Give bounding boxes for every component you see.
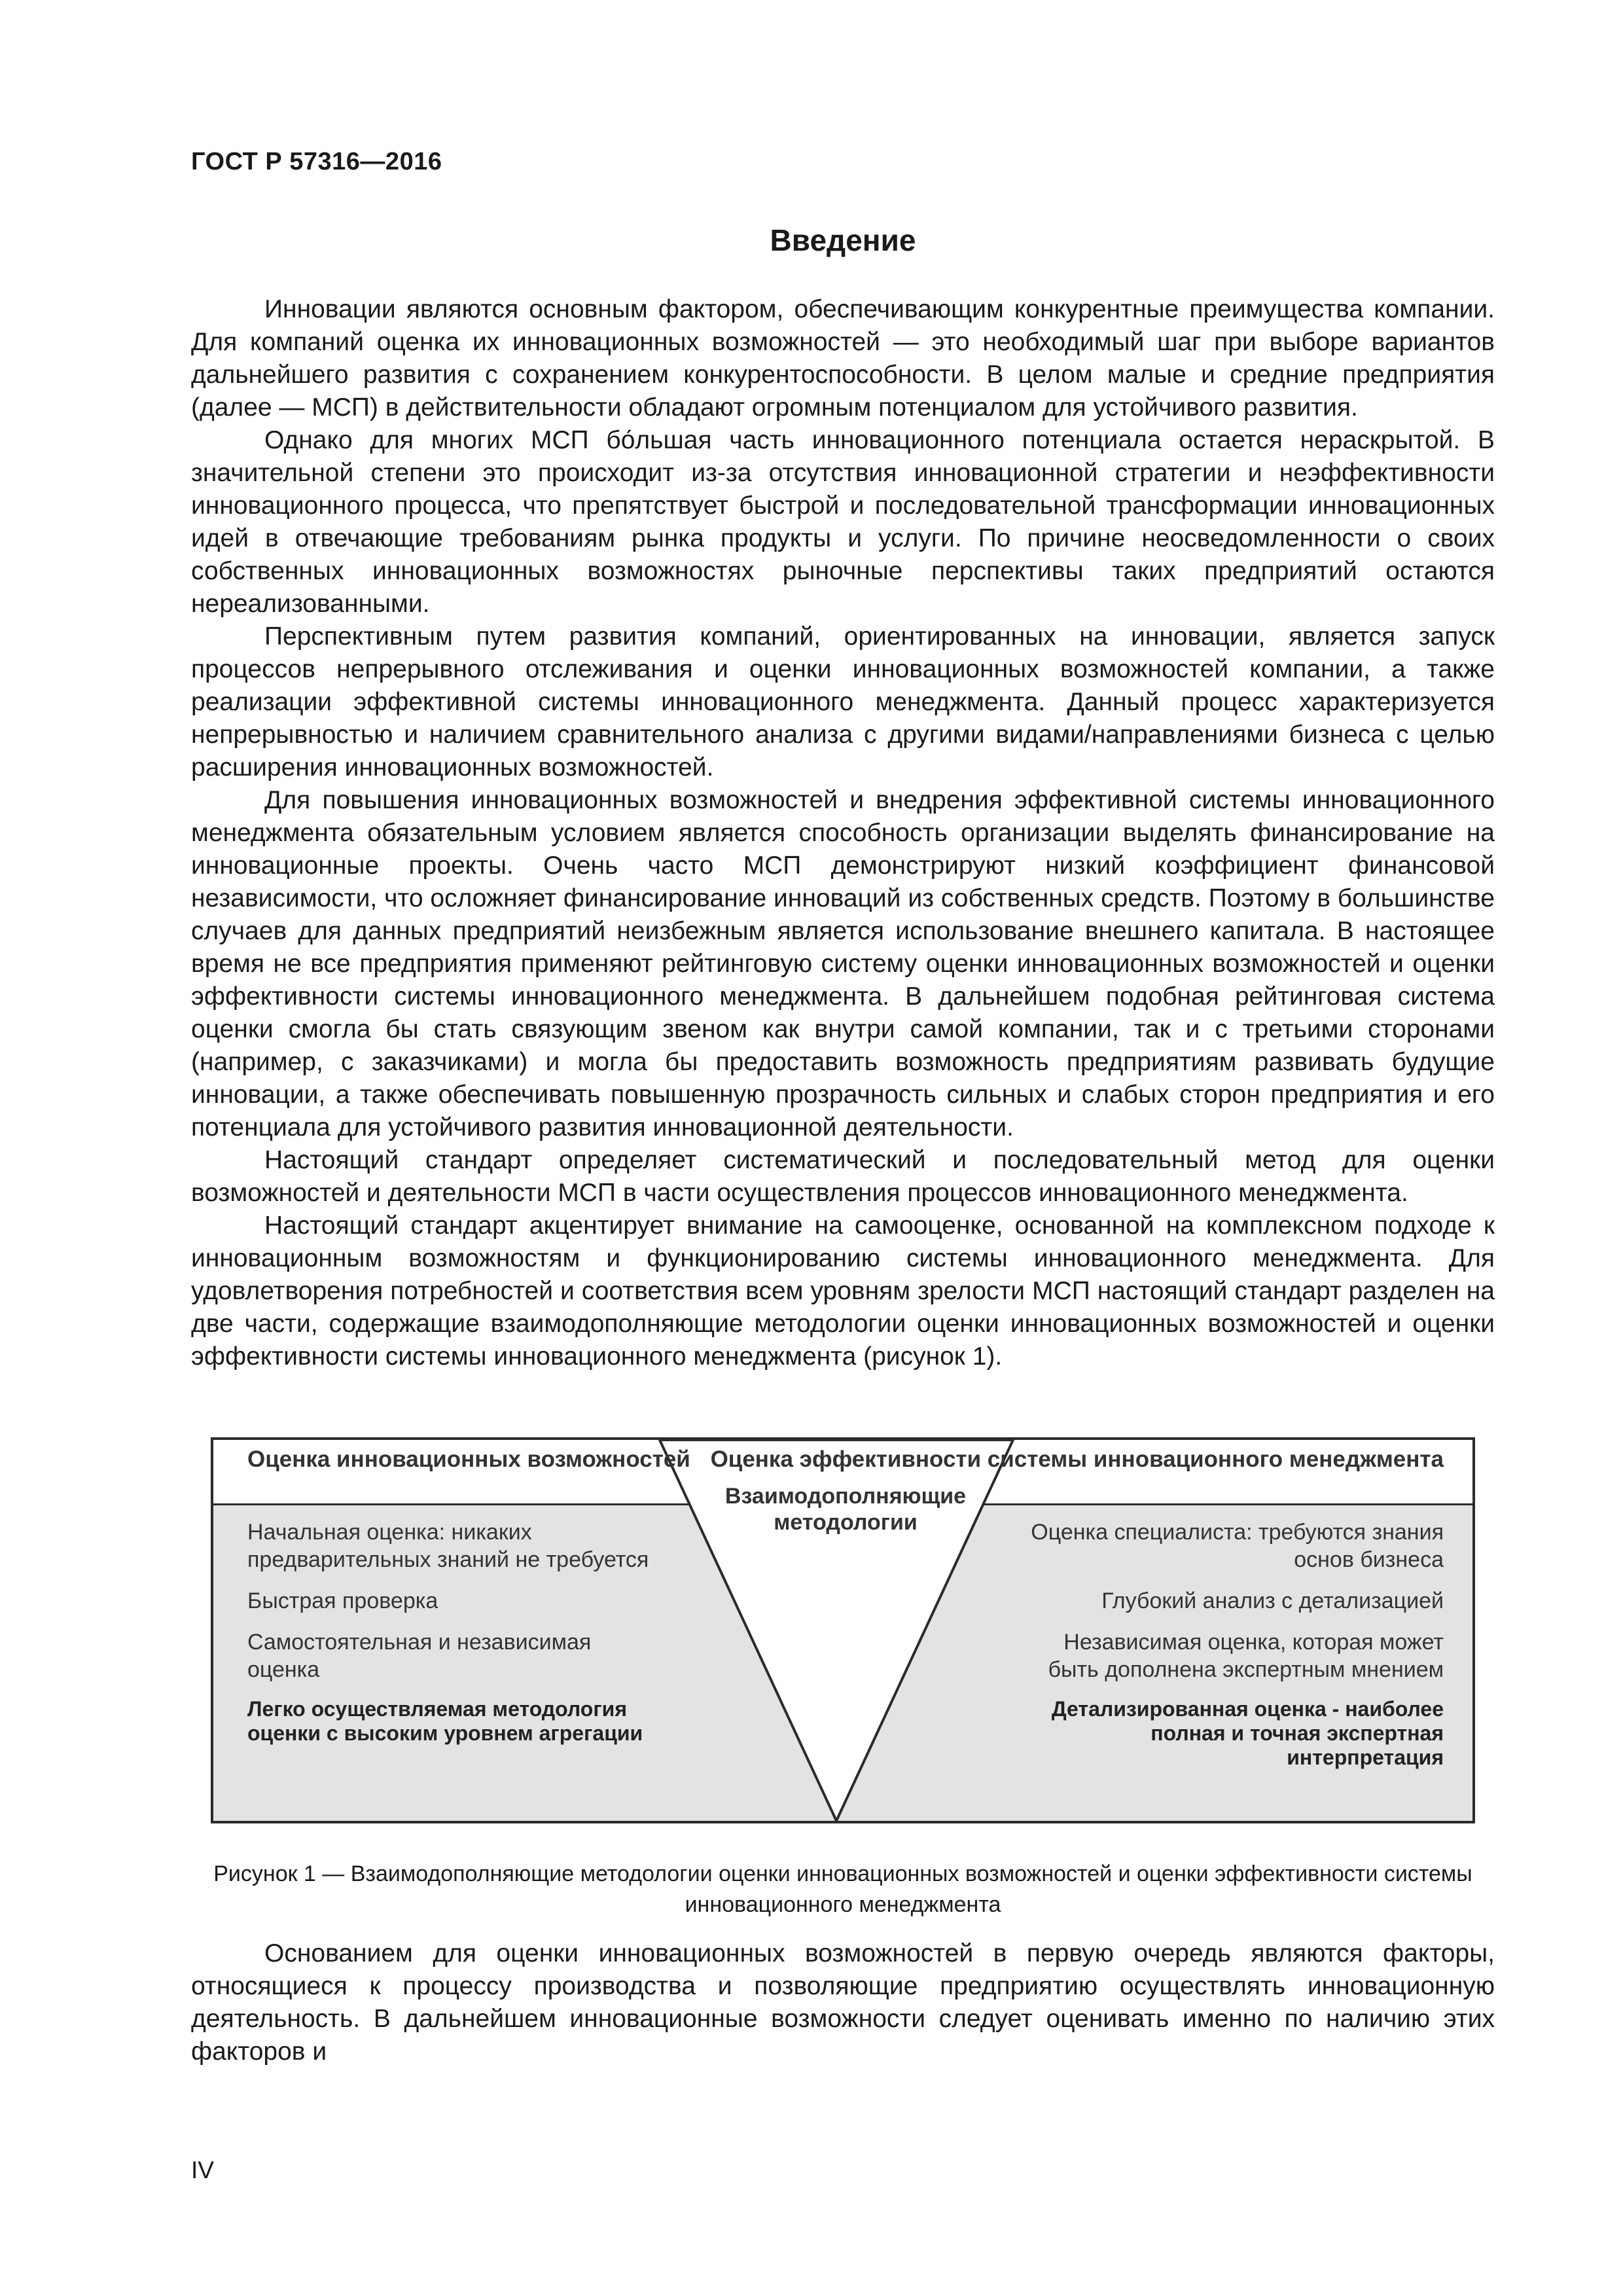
left-column [247,1518,666,1759]
right-item: Глубокий анализ с детализацией [1101,1588,1444,1613]
figure-diagram [211,1437,1475,1823]
left-item: Начальная оценка: никаких предварительных знаний не требуется [247,1520,649,1572]
left-column-title: Оценка инновационных возможностей [247,1446,690,1472]
paragraph: Основанием для оценки инновационных возможностей в первую очередь являются факторы, относящиеся к процессу производства и позволяющие предприятию осуществлять инновационную деятельность. В дальнейшем инновационные возможности следует оценивать именно по наличию этих факторов и [191,1939,1495,2066]
paragraph: Инновации являются основным фактором, обеспечивающим конкурентные преимущества компании. Для компаний оценка их инновационных возможностей — это необходимый шаг при выборе вариантов дальнейшего развития с сохранением конкурентоспособности. В целом малые и средние предприятия (далее — МСП) в действительности обладают огромным потенциалом для устойчивого развития. [191,295,1495,422]
paragraph: Однако для многих МСП бо́льшая часть инновационного потенциала остается нераскрытой. В значительной степени это происходит из-за отсутствия инновационной стратегии и неэффективности инновационного процесса, что препятствует быстрой и последовательной трансформации инновационных идей в отвечающие требованиям рынка продукты и услуги. По причине неосведомленности о своих собственных инновационных возможностях рыночные перспективы таких предприятий остаются нереализованными. [191,426,1495,618]
section-title: Введение [770,223,916,257]
right-column-title: Оценка эффективности системы инновационного менеджмента [710,1446,1444,1472]
left-item: Легко осуществляемая методология оценки с высоким уровнем агрегации [247,1697,643,1745]
right-item: Детализированная оценка - наиболее полная и точная экспертная интерпретация [1051,1697,1444,1769]
page-number: IV [191,2157,214,2183]
paragraph: Перспективным путем развития компаний, ориентированных на инновации, является запуск процессов непрерывного отслеживания и оценки инновационных возможностей компании, а также реализации эффективной системы инновационного менеджмента. Данный процесс характеризуется непрерывностью и наличием сравнительного анализа с другими видами/направлениями бизнеса с целью расширения инновационных возможностей. [191,622,1495,781]
right-column [1025,1518,1444,1784]
intro-text [191,293,1495,1373]
document-code: ГОСТ Р 57316—2016 [191,148,442,175]
figure-caption: Рисунок 1 — Взаимодополняющие методологии оценки инновационных возможностей и оценки эффективности системы инновационного менеджмента [213,1861,1472,1917]
paragraph: Настоящий стандарт акцентирует внимание на самооценке, основанной на комплексном подходе к инновационным возможностям и функционированию системы инновационного менеджмента. Для удовлетворения потребностей и соответствия всем уровням зрелости МСП настоящий стандарт разделен на две части, содержащие взаимодополняющие методологии оценки инновационных возможностей и оценки эффективности системы инновационного менеджмента (рисунок 1). [191,1211,1495,1371]
center-title: Взаимодополняющие методологии [724,1484,967,1535]
right-item: Независимая оценка, которая может быть дополнена экспертным мнением [1048,1630,1444,1682]
right-item: Оценка специалиста: требуются знания основ бизнеса [1031,1520,1444,1572]
paragraph: Для повышения инновационных возможностей и внедрения эффективной системы инновационного менеджмента обязательным условием является способность организации выделять финансирование на инновационные проекты. Очень часто МСП демонстрируют низкий коэффициент финансовой независимости, что осложняет финансирование инноваций из собственных средств. Поэтому в большинстве случаев для данных предприятий неизбежным является использование внешнего капитала. В настоящее время не все предприятия применяют рейтинговую систему оценки инновационных возможностей и оценки эффективности системы инновационного менеджмента. В дальнейшем подобная рейтинговая система оценки смогла бы стать связующим звеном как внутри самой компании, так и с третьими сторонами (например, с заказчиками) и могла бы предоставить возможность предприятиям развивать будущие инновации, а также обеспечивать повышенную прозрачность сильных и слабых сторон предприятия и его потенциала для устойчивого развития инновационной деятельности. [191,786,1495,1141]
left-item: Самостоятельная и независимая оценка [247,1630,592,1682]
left-item: Быстрая проверка [247,1588,438,1613]
closing-text [191,1937,1495,2068]
paragraph: Настоящий стандарт определяет систематический и последовательный метод для оценки возможностей и деятельности МСП в части осуществления процессов инновационного менеджмента. [191,1146,1495,1207]
